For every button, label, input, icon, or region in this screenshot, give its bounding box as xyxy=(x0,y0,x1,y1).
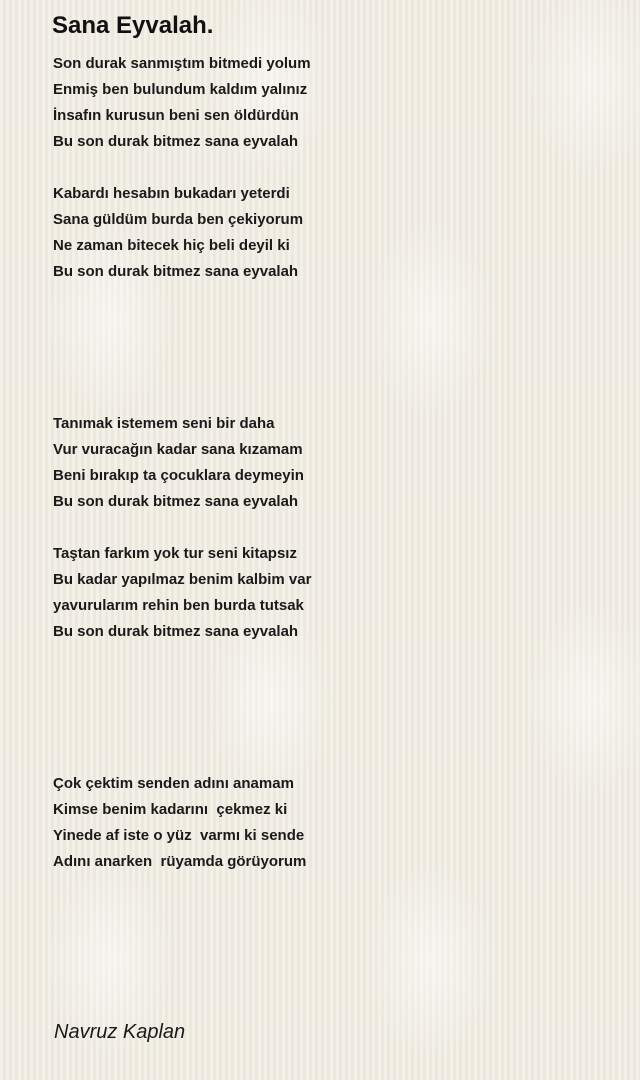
poem-line: Beni bırakıp ta çocuklara deymeyin xyxy=(53,467,304,484)
poem-line: Kimse benim kadarını çekmez ki xyxy=(53,801,288,818)
poem-line: Taştan farkım yok tur seni kitapsız xyxy=(53,545,297,562)
poem-line: İnsafın kurusun beni sen öldürdün xyxy=(53,107,299,124)
poem-line: Kabardı hesabın bukadarı yeterdi xyxy=(53,185,290,202)
poem-line: Tanımak istemem seni bir daha xyxy=(53,415,275,432)
stanza-1 xyxy=(53,51,311,155)
stanza-5 xyxy=(53,771,306,875)
poem-line: Sana güldüm burda ben çekiyorum xyxy=(53,211,304,228)
poem-line: Adını anarken rüyamda görüyorum xyxy=(53,853,307,870)
poem-line: Vur vuracağın kadar sana kızamam xyxy=(53,441,303,458)
stanza-2 xyxy=(53,181,303,285)
poem-line: Bu son durak bitmez sana eyvalah xyxy=(53,133,299,150)
poem-line: Bu kadar yapılmaz benim kalbim var xyxy=(53,571,312,588)
poem-line: yavurularım rehin ben burda tutsak xyxy=(53,597,304,614)
poem-line: Enmiş ben bulundum kaldım yalınız xyxy=(53,81,308,98)
stanza-4 xyxy=(53,541,311,645)
poem-line: Ne zaman bitecek hiç beli deyil ki xyxy=(53,237,290,254)
poem-title: Sana Eyvalah. xyxy=(52,12,214,39)
poem-line: Bu son durak bitmez sana eyvalah xyxy=(53,263,299,280)
poem-line: Bu son durak bitmez sana eyvalah xyxy=(53,493,299,510)
poem-line: Çok çektim senden adını anamam xyxy=(53,775,294,792)
poem-line: Yinede af iste o yüz varmı ki sende xyxy=(53,827,305,844)
stanza-3 xyxy=(53,411,304,515)
poem-author: Navruz Kaplan xyxy=(54,1021,186,1043)
poem-line: Bu son durak bitmez sana eyvalah xyxy=(53,623,299,640)
poem-line: Son durak sanmıştım bitmedi yolum xyxy=(53,55,311,72)
